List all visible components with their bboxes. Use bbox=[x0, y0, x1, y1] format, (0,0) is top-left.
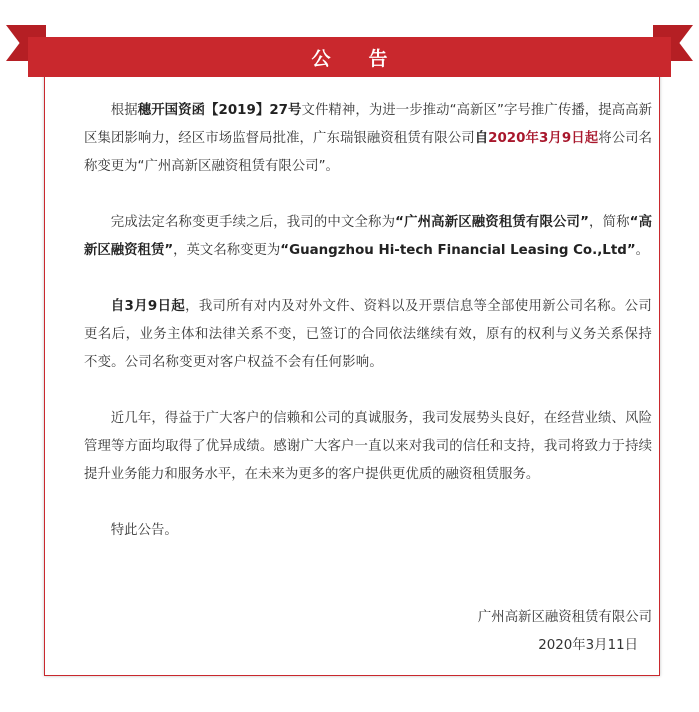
text-emphasis: 自 bbox=[474, 131, 489, 146]
signature-block bbox=[84, 604, 652, 660]
closing-line: 特此公告。 bbox=[110, 523, 178, 538]
text-segment: ，英文名称变更为 bbox=[173, 243, 281, 258]
title-ribbon bbox=[28, 37, 671, 77]
signature-company: 广州高新区融资租赁有限公司 bbox=[477, 610, 652, 625]
text-segment: 。 bbox=[635, 243, 650, 258]
paragraph-new-names bbox=[84, 209, 652, 265]
chinese-full-name: “广州高新区融资租赁有限公司” bbox=[395, 215, 589, 230]
notice-content bbox=[84, 97, 652, 545]
page-title: 公告 bbox=[311, 47, 426, 70]
english-name: “Guangzhou Hi-tech Financial Leasing Co.,Ltd” bbox=[280, 243, 636, 258]
text-segment: 将公司名称变更为“广州高新区融资租赁有限公司”。 bbox=[84, 131, 653, 174]
paragraph-thanks: 近几年，得益于广大客户的信赖和公司的真诚服务，我司发展势头良好，在经营业绩、风险管理等方面均取得了优异成绩。感谢广大客户一直以来对我司的信任和支持，我司将致力于持续提升业务能力和服务水平，在未来为更多的客户提供更优质的融资租赁服务。 bbox=[84, 411, 652, 482]
text-segment: ，简称 bbox=[588, 215, 630, 230]
chinese-short-name: “高新区融资租赁” bbox=[84, 215, 652, 258]
signature-date: 2020年3月11日 bbox=[538, 638, 638, 653]
text-segment: 文件精神，为进一步推动“高新区”字号推广传播，提高高新区集团影响力，经区市场监督局批准，广东瑞银融资租赁有限公司 bbox=[84, 103, 653, 146]
paragraph-name-change bbox=[84, 97, 652, 181]
paragraph-effect bbox=[84, 293, 652, 377]
text-emphasis: 自3月9日起 bbox=[110, 299, 186, 314]
effective-date-highlight: 2020年3月9日起 bbox=[488, 131, 599, 146]
text-segment: 根据 bbox=[110, 103, 138, 118]
text-segment: ，我司所有对内及对外文件、资料以及开票信息等全部使用新公司名称。公司更名后，业务主体和法律关系不变，已签订的合同依法继续有效，原有的权利与义务关系保持不变。公司名称变更对客户权益不会有任何影响。 bbox=[84, 299, 652, 370]
text-segment: 完成法定名称变更手续之后，我司的中文全称为 bbox=[110, 215, 396, 230]
document-reference: 穗开国资函【2019】27号 bbox=[137, 103, 302, 118]
